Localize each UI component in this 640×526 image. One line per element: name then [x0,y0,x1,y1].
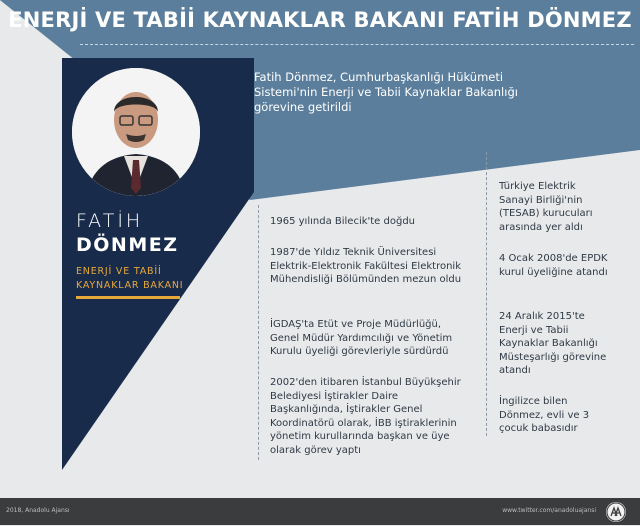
role-underline [76,296,180,299]
minister-photo [72,68,200,196]
first-name: FATİH [76,210,144,232]
role-title: ENERJİ VE TABİİ KAYNAKLAR BAKANI [76,266,184,291]
footer-bar [0,498,640,525]
timeline-item: 1965 yılında Bilecik'te doğdu [270,216,416,227]
timeline-item: İngilizce bilen Dönmez, evli ve 3 çocuk babasıdır [499,396,590,434]
timeline-item: 4 Ocak 2008'de EPDK kurul üyeliğine atandı [499,253,608,278]
timeline-item: Türkiye Elektrik Sanayi Birliği'nin (TESAB) kurucuları arasında yer aldı [499,181,593,233]
copyright-text: 2018, Anadolu Ajansı [6,507,70,514]
aa-logo-icon [606,502,626,522]
left-strip [0,58,62,470]
portrait-icon [72,68,200,196]
intro-text: Fatih Dönmez, Cumhurbaşkanlığı Hükümeti Sistemi'nin Enerji ve Tabii Kaynaklar Bakanlığı görevine getirildi [254,70,518,114]
timeline-item: 1987'de Yıldız Teknik Üniversitesi Elektrik-Elektronik Fakültesi Elektronik Mühendisliği Bölümünden mezun oldu [270,247,462,285]
page-title: ENERJİ VE TABİİ KAYNAKLAR BAKANI FATİH DÖNMEZ [8,8,632,32]
twitter-link[interactable]: www.twitter.com/anadoluajansi [502,507,596,514]
timeline-right-line [486,152,487,436]
timeline-left-line [258,205,259,460]
timeline-item: İGDAŞ'ta Etüt ve Proje Müdürlüğü, Genel Müdür Yardımcılığı ve Yönetim Kurulu üyeliği görevleriyle sürdürdü [270,319,453,357]
title-divider [80,44,634,45]
last-name: DÖNMEZ [76,234,179,256]
timeline-item: 24 Aralık 2015'te Enerji ve Tabii Kaynaklar Bakanlığı Müsteşarlığı görevine atandı [499,311,607,376]
timeline-item: 2002'den itibaren İstanbul Büyükşehir Belediyesi İştirakler Daire Başkanlığında, İştirakler Genel Koordinatörü olarak, İBB iştiraklerinin yönetim kurullarında başkan ve üye olarak görev yaptı [270,377,461,456]
